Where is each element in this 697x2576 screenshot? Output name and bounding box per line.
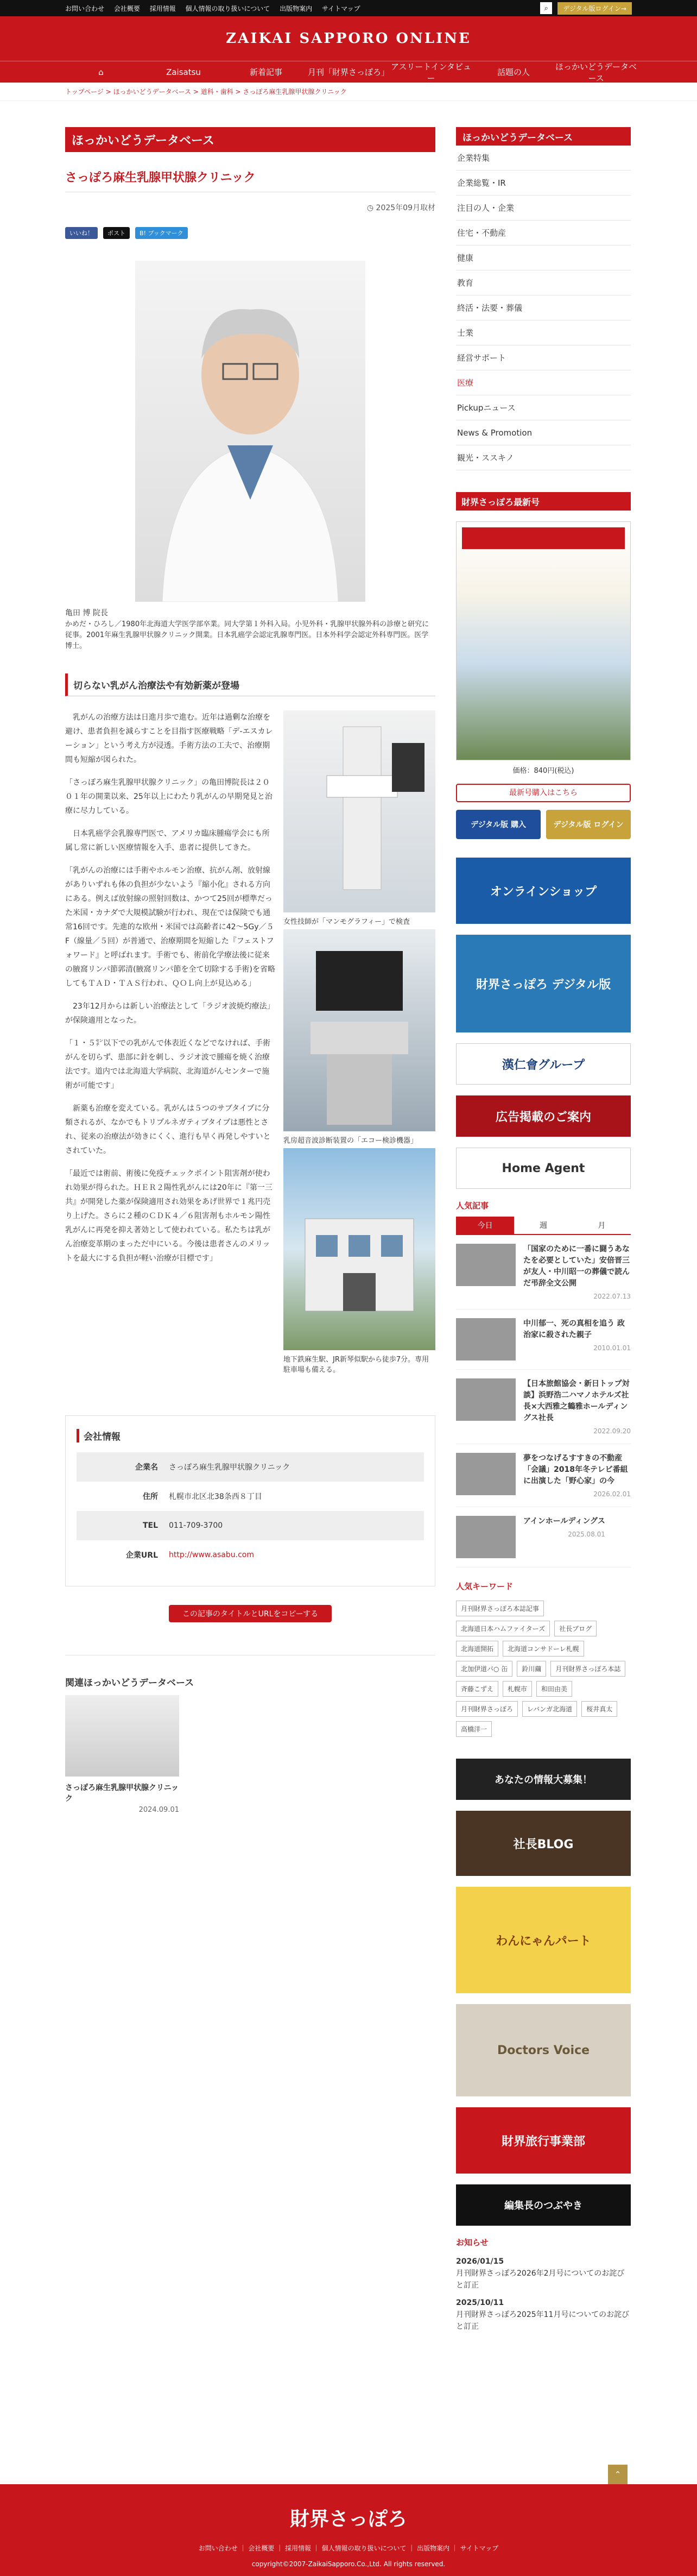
section-title: ほっかいどうデータベース [65, 127, 435, 152]
cover-masthead [462, 527, 625, 549]
popular-tabs [456, 1217, 631, 1235]
tab-week[interactable]: 週 [514, 1217, 572, 1235]
list-item[interactable] [456, 1444, 631, 1507]
top-utility-bar [0, 0, 697, 16]
row-value: さっぽろ麻生乳腺甲状腺クリニック [169, 1463, 290, 1472]
keyword-tag[interactable]: 札幌市 [503, 1681, 532, 1697]
paragraph: 日本乳癌学会乳腺専門医で、アメリカ臨床腫瘍学会にも所属し常に新しい医療情報を入手、患者に提供してきた。 [65, 829, 270, 852]
utility-link[interactable]: サイトマップ [321, 4, 360, 12]
x-post-button[interactable]: ポスト [103, 227, 130, 239]
rank-title: アインホールディングス [523, 1517, 605, 1526]
company-info-title [77, 1429, 424, 1443]
page-title: さっぽろ麻生乳腺甲状腺クリニック [65, 168, 435, 192]
doctors-voice-banner[interactable]: Doctors Voice [456, 2004, 631, 2096]
tab-today[interactable]: 今日 [456, 1217, 514, 1235]
keyword-tag[interactable]: 鈴川繭 [517, 1661, 546, 1677]
paragraph: 乳がんの治療方法は日進月歩で進む。近年は過剰な治療を避け、患者負担を減らすことを目指す医療戦略「デ-エスカレーション」という考え方が浸透。手術方法の工夫で、治療期間も短縮が図られた。 [65, 713, 273, 764]
clinic-building-photo [283, 1148, 435, 1350]
digital-buttons [456, 810, 631, 839]
keyword-tag[interactable]: 月刊財界さっぽろ [456, 1701, 518, 1717]
rank-date: 2022.07.13 [593, 1293, 631, 1300]
rank-thumbnail [456, 1318, 516, 1361]
list-item[interactable] [456, 1309, 631, 1370]
sidebar-menu-item[interactable]: 健康 [456, 245, 631, 270]
buy-latest-issue-button[interactable]: 最新号購入はこちら [456, 784, 631, 802]
article-heading: 切らない乳がん治療法や有効新薬が登場 [65, 673, 435, 696]
mammography-photo [283, 710, 435, 912]
rank-thumbnail [456, 1516, 516, 1558]
keyword-list [456, 1601, 631, 1737]
digital-login-side-button[interactable]: デジタル版 ログイン [546, 810, 631, 839]
site-logo[interactable]: ZAIKAI SAPPORO ONLINE [0, 16, 697, 61]
ultrasound-photo [283, 929, 435, 1131]
sidebar-title: ほっかいどうデータベース [456, 127, 631, 146]
news-date: 2025/10/11 [456, 2298, 504, 2307]
row-value: 札幌市北区北38条西８丁目 [169, 1492, 262, 1501]
rank-thumbnail [456, 1378, 516, 1421]
article-body [65, 710, 435, 1377]
sidebar-menu-item[interactable]: 観光・ススキノ [456, 445, 631, 470]
topbar-right [540, 2, 632, 15]
paragraph: 「１・５㌢以下での乳がんで体表近くなどでなければ、手術がんを切らず、患部に針を刺し、ラジオ波で腫瘍を焼く治療法です。道内では北海道大学病院、北海道がんセンターで施術が可能です」 [65, 1039, 270, 1090]
breadcrumb[interactable]: トップページ > ほっかいどうデータベース > 道科・歯科 > さっぽろ麻生乳腺甲状腺クリニック [0, 83, 697, 101]
company-row [77, 1540, 424, 1570]
nav-item[interactable]: 新着記事 [249, 67, 282, 77]
hatena-bookmark-button[interactable]: B! ブックマーク [135, 227, 188, 239]
tab-month[interactable]: 月 [573, 1217, 631, 1235]
article-text [65, 710, 276, 1377]
news-link[interactable]: 月刊財界さっぽろ2026年2月号についてのお詫びと訂正 [456, 2269, 625, 2290]
company-info-title-text: 会社情報 [84, 1432, 121, 1443]
related-item-date: 2024.09.01 [138, 1806, 179, 1814]
sidebar-menu-item[interactable]: 住宅・不動産 [456, 221, 631, 245]
paragraph: 「最近では術前、術後に免疫チェックポイント阻害剤が使われ効果が得られた。ＨＥＲ２陽性乳がんには20年に『第一三共』が開発した薬が保険適用され効果をあげ世界で１兆円売り上げた。さらに２種のＣＤＫ４／６阻害剤もホルモン陽性乳がんに再発を抑え著効として使われている。私たちは乳がん治療変革期のまっただ中にいる。今後は患者さんのメリットを最大にする負担が軽い治療が目標です」 [65, 1169, 273, 1263]
portrait-illustration [157, 282, 344, 602]
popular-title: 人気記事 [456, 1201, 489, 1211]
clinic-building [283, 1148, 435, 1350]
digital-buy-button[interactable]: デジタル版 購入 [456, 810, 541, 839]
director-bio: かめだ・ひろし／1980年北海道大学医学部卒業。同大学第１外科入局。小児外科・乳腺甲状腺外科の診療と研究に従事。2001年麻生乳腺甲状腺クリニック開業。日本乳癌学会認定乳腺専門医。日本外科学会認定外科専門医。医学博士。 [65, 620, 429, 650]
home-icon[interactable]: ⌂ [98, 67, 104, 77]
digital-login-button[interactable]: デジタル版ログイン→ [557, 2, 632, 15]
keyword-tag[interactable]: 月刊財界さっぽろ本誌記事 [456, 1601, 544, 1616]
nav-item[interactable]: アスリートインタビュー [390, 61, 472, 83]
utility-links [65, 4, 368, 13]
image-caption: 女性技師が「マンモグラフィー」で検査 [283, 918, 410, 926]
rank-title: 「国家のために一番に闘うあなたを必要としていた」安倍晋三が友人・中川昭一の葬儀で読んだ弔辞全文公開 [523, 1245, 630, 1288]
online-shop-banner[interactable]: オンラインショップ [456, 858, 631, 924]
director-photo [135, 261, 365, 602]
clock-icon: ◷ [366, 204, 376, 212]
copyright: copyright©2007-ZaikaiSapporo.Co.,Ltd. All rights reserved. [251, 2560, 446, 2568]
news-date: 2026/01/15 [456, 2257, 504, 2266]
sidebar-menu-item[interactable]: 終活・法要・葬儀 [456, 295, 631, 320]
company-row [77, 1482, 424, 1511]
related-title: 関連ほっかいどうデータベース [65, 1678, 194, 1689]
sidebar-menu-item[interactable]: 企業総覧・IR [456, 171, 631, 196]
nav-item[interactable]: 話題の人 [497, 67, 530, 77]
sidebar-menu-item[interactable]: 企業特集 [456, 146, 631, 171]
utility-link[interactable]: 個人情報の取り扱いについて [185, 4, 270, 12]
sidebar [456, 127, 631, 2333]
row-key: 住所 [143, 1492, 158, 1501]
list-item[interactable] [456, 1507, 631, 1567]
footer-links[interactable]: お問い合わせ ｜ 会社概要 ｜ 採用情報 ｜ 個人情報の取り扱いについて ｜ 出版物案内 ｜ サイトマップ [198, 2544, 499, 2552]
rank-date: 2026.02.01 [593, 1490, 631, 1498]
paragraph: 「さっぽろ麻生乳腺甲状腺クリニック」の亀田博院長は２００１年の開業以来、25年以上にわたり乳がんの早期発見と治療に尽力している。 [65, 778, 273, 815]
keyword-tag[interactable]: 北海道開拓 [456, 1641, 498, 1657]
image-caption: 乳房超音波診断装置の「エコー検診機器」 [283, 1137, 418, 1145]
row-key: 企業URL [125, 1551, 158, 1560]
utility-link[interactable]: お問い合わせ [65, 4, 105, 12]
digital-edition-banner[interactable]: 財界さっぽろ デジタル版 [456, 935, 631, 1032]
list-item[interactable] [456, 1370, 631, 1444]
related-section [65, 1655, 435, 1814]
ultrasound-machine [283, 929, 435, 1131]
latest-issue-title: 財界さっぽろ最新号 [456, 492, 631, 511]
mammography-machine [283, 710, 435, 912]
paragraph: 新薬も治療を変えている。乳がんは５つのサブタイプに分類されるが、なかでもトリプルネガティブタイプは悪性とされ、従来の治療法が効きにくく、進行も早く再発しやすいとされていた。 [65, 1104, 271, 1155]
row-value: 011-709-3700 [169, 1521, 223, 1530]
footer-logo[interactable]: 財界さっぽろ [289, 2508, 407, 2530]
utility-link[interactable]: 会社概要 [113, 4, 140, 12]
main-nav [0, 61, 697, 83]
kanjinkai-banner[interactable]: 漢仁會グループ [456, 1043, 631, 1085]
rank-thumbnail [456, 1244, 516, 1286]
sidebar-menu-item[interactable]: Pickupニュース [456, 395, 631, 420]
sidebar-menu-item[interactable]: News & Promotion [456, 420, 631, 445]
keyword-tag[interactable]: 高橋洋一 [456, 1721, 492, 1737]
ad-info-banner[interactable]: 広告掲載のご案内 [456, 1095, 631, 1137]
utility-link[interactable]: 出版物案内 [280, 4, 313, 12]
sidebar-menu-item[interactable]: 士業 [456, 320, 631, 345]
sidebar-menu-item-active[interactable]: 医療 [456, 370, 631, 395]
rank-date: 2010.01.01 [593, 1344, 631, 1352]
copy-title-url-button[interactable]: この記事のタイトルとURLをコピーする [169, 1605, 332, 1622]
rank-title: 【日本旅館協会・新日トップ対談】浜野浩二ハマノホテルズ社長×大西雅之鶴雅ホールディングス社長 [523, 1380, 630, 1422]
keyword-tag[interactable]: 北海道日本ハムファイターズ [456, 1621, 550, 1636]
rank-title: 夢をつなげるすすきの不動産「会議」2018年冬テレビ番組に出演した「野心家」の今 [523, 1454, 628, 1485]
keyword-tag[interactable]: 和田由美 [536, 1681, 572, 1697]
keyword-tag[interactable]: 北海道コンサドーレ札幌 [503, 1641, 584, 1657]
row-key: TEL [142, 1521, 158, 1530]
company-info [65, 1415, 435, 1586]
news-link[interactable]: 月刊財界さっぽろ2025年11月号についてのお詫びと訂正 [456, 2310, 630, 2331]
interview-date [65, 202, 435, 213]
date-text: 2025年09月取材 [376, 204, 435, 212]
keyword-title: 人気キーワード [456, 1582, 514, 1591]
company-table [77, 1452, 424, 1570]
main-content [65, 127, 435, 1814]
utility-link[interactable]: 採用情報 [149, 4, 176, 12]
price-label: 価格：840円(税込) [512, 767, 574, 775]
paragraph: 「乳がんの治療には手術やホルモン治療、抗がん剤、放射線がありいずれも体の負担が少ないよう『縮小化』される方向にある。例えば放射線の照射回数は、かつて25回が標準だった米国・カナダで大規模試験が行われ、現在では保険でも通常16回です。先進的な欧州・米国では高齢者に42～5Gy／５F（線量／５回）が普通で、治療期間を短縮した『フェストフォワード』と呼ばれます。手術でも、術前化学療法後に従来の腋窩リンパ節郭清(腋窩リンパ節を全て切除する手術)を省略してもＴＡＤ・ＴＡＳ行われ、ＱＯＬ向上が見込める」 [65, 866, 275, 988]
related-item-title[interactable]: さっぽろ麻生乳腺甲状腺クリニック [65, 1784, 179, 1803]
keyword-tag[interactable]: 北加伊道パ○ 缶 [456, 1661, 512, 1677]
travel-banner[interactable]: 財界旅行事業部 [456, 2107, 631, 2174]
company-url-link[interactable]: http://www.asabu.com [169, 1551, 254, 1559]
sidebar-menu-item[interactable]: 経営サポート [456, 345, 631, 370]
magazine-cover[interactable] [456, 521, 631, 760]
editor-blog-banner[interactable]: 編集長のつぶやき [456, 2184, 631, 2226]
share-buttons [65, 227, 435, 239]
home-agent-banner[interactable]: Home Agent [456, 1148, 631, 1189]
sidebar-menu-item[interactable]: 教育 [456, 270, 631, 295]
nav-item[interactable]: ほっかいどうデータベース [555, 61, 637, 83]
rank-title: 中川郁一、死の真相を追う 政治家に殺された親子 [523, 1319, 625, 1339]
sidebar-menu [456, 146, 631, 470]
news-title: お知らせ [456, 2238, 489, 2247]
keyword-tag[interactable]: 桜井真太 [581, 1701, 617, 1717]
rank-thumbnail [456, 1453, 516, 1495]
article-images [283, 710, 435, 1377]
image-caption: 地下鉄麻生駅、JR新琴似駅から徒歩7分。専用駐車場も備える。 [283, 1356, 429, 1374]
company-row [77, 1511, 424, 1540]
list-item[interactable] [456, 1235, 631, 1309]
nav-item[interactable]: 月刊「財界さっぽろ」 [307, 67, 389, 77]
footer [0, 2484, 697, 2576]
related-thumbnail[interactable] [65, 1695, 179, 1777]
director-name: 亀田 博 院長 [65, 609, 108, 618]
keyword-tag[interactable]: 社長ブログ [554, 1621, 597, 1636]
pet-banner[interactable]: わんにゃんパート [456, 1887, 631, 1993]
keyword-tag[interactable]: 斉藤こずえ [456, 1681, 498, 1697]
nav-item[interactable]: Zaisatsu [166, 67, 201, 77]
row-key: 企業名 [135, 1463, 158, 1472]
scroll-top-button[interactable]: ⌃ [608, 2465, 628, 2484]
paragraph: 23年12月からは新しい治療法として「ラジオ波焼灼療法」が保険適用となった。 [65, 1002, 275, 1025]
keyword-tag[interactable]: 月刊財界さっぽろ本誌 [550, 1661, 625, 1677]
rank-date: 2025.08.01 [568, 1531, 605, 1538]
search-icon[interactable]: ⌕ [540, 2, 552, 14]
company-row [77, 1452, 424, 1482]
sidebar-menu-item[interactable]: 注目の人・企業 [456, 196, 631, 221]
news-list [456, 2256, 631, 2333]
president-blog-banner[interactable]: 社長BLOG [456, 1811, 631, 1876]
keyword-tag[interactable]: レバンガ北海道 [522, 1701, 577, 1717]
info-wanted-banner[interactable]: あなたの情報大募集！ [456, 1759, 631, 1800]
rank-date: 2022.09.20 [593, 1427, 631, 1435]
facebook-like-button[interactable]: いいね！ [65, 227, 98, 239]
